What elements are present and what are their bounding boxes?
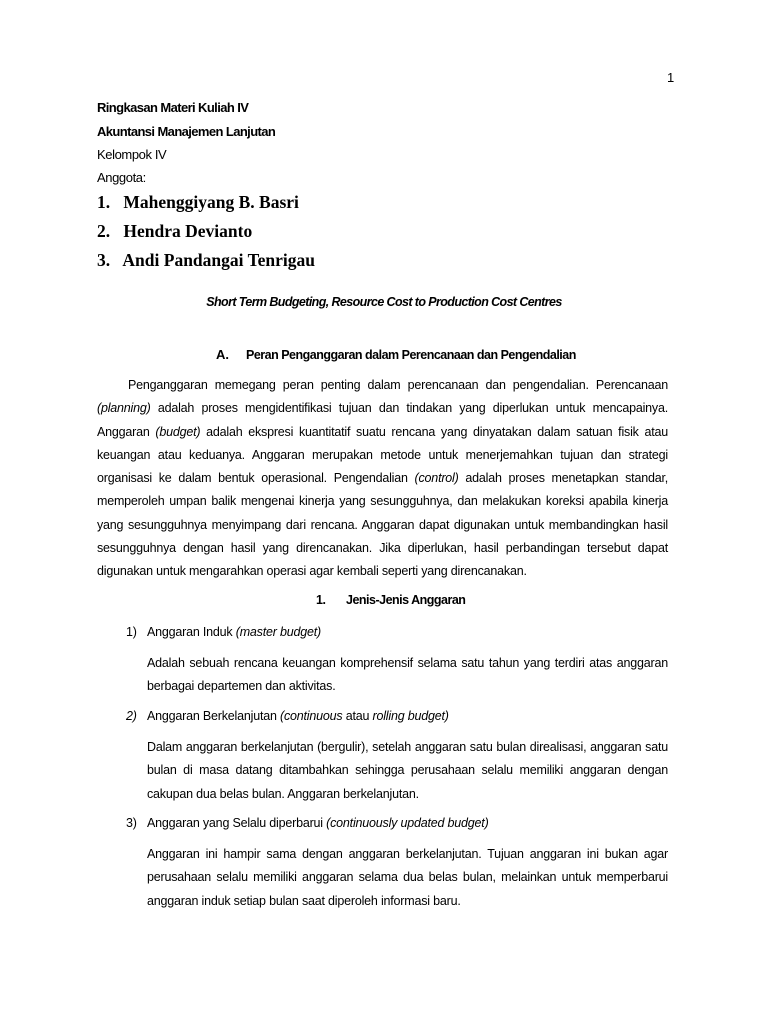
budget-type-description-2: Dalam anggaran berkelanjutan (bergulir), setelah anggaran satu bulan direalisasi, anggaran satu bulan di masa datang ditambahkan sehingga perusahaan selalu memiliki anggaran dengan cakupan dua belas bulan. Anggaran berkelanjutan. bbox=[147, 740, 668, 801]
budget-type-item-2 bbox=[126, 709, 449, 723]
item-number: 2) bbox=[126, 709, 137, 723]
budget-type-description-1: Adalah sebuah rencana keuangan komprehensif selama satu tahun yang terdiri atas anggaran berbagai departemen dan aktivitas. bbox=[147, 656, 668, 694]
section-letter: A. bbox=[216, 347, 229, 362]
budget-type-description-3: Anggaran ini hampir sama dengan anggaran berkelanjutan. Tujuan anggaran ini bukan agar perusahaan selalu memiliki anggaran selama dua belas bulan, melainkan untuk memperbarui anggaran induk setiap bulan saat diperoleh informasi baru. bbox=[147, 847, 668, 908]
item-label: Anggaran yang Selalu diperbarui bbox=[147, 816, 327, 830]
item-number: 1) bbox=[126, 625, 137, 639]
member-name: Andi Pandangai Tenrigau bbox=[122, 250, 315, 270]
item-term: (master budget) bbox=[235, 625, 321, 639]
member-number: 2. bbox=[97, 221, 111, 241]
section-heading-text: Peran Penganggaran dalam Perencanaan dan Pengendalian bbox=[246, 348, 576, 362]
item-term: (continuous bbox=[280, 709, 343, 723]
members-label: Anggota: bbox=[97, 170, 146, 185]
budget-type-item-1 bbox=[126, 625, 321, 639]
member-item bbox=[97, 190, 315, 219]
budget-type-item-3 bbox=[126, 816, 489, 830]
member-number: 3. bbox=[97, 250, 111, 270]
page-number: 1 bbox=[667, 70, 675, 85]
member-number: 1. bbox=[97, 192, 111, 212]
subsection-1-heading bbox=[316, 593, 465, 607]
member-item bbox=[97, 219, 315, 248]
item-number: 3) bbox=[126, 816, 137, 830]
course-summary-title: Ringkasan Materi Kuliah IV bbox=[97, 100, 249, 115]
group-label: Kelompok IV bbox=[97, 147, 167, 162]
course-name: Akuntansi Manajemen Lanjutan bbox=[97, 124, 276, 139]
member-name: Mahenggiyang B. Basri bbox=[123, 192, 299, 212]
item-label: Anggaran Berkelanjutan bbox=[147, 709, 280, 723]
member-name: Hendra Devianto bbox=[123, 221, 253, 241]
item-term: (continuously updated budget) bbox=[326, 816, 489, 830]
item-label: Anggaran Induk bbox=[147, 625, 236, 639]
subsection-number: 1. bbox=[316, 593, 326, 607]
section-a-paragraph: Penganggaran memegang peran penting dalam perencanaan dan pengendalian. Perencanaan (planning) adalah proses mengidentifikasi tujuan dan tindakan yang diperlukan untuk mencapainya. Anggaran (budget) adalah ekspresi kuantitatif suatu rencana yang dinyatakan dalam satuan fisik atau keuangan atau keduanya. Anggaran merupakan metode untuk menerjemahkan tujuan dan strategi organisasi ke dalam bentuk operasional. Pengendalian (control) adalah proses menetapkan standar, memperoleh umpan balik mengenai kinerja yang sesungguhnya, dan melakukan koreksi apabila kinerja yang sesungguhnya menyimpang dari rencana. Anggaran dapat digunakan untuk membandingkan hasil sesungguhnya dengan hasil yang direncanakan. Jika diperlukan, hasil perbandingan tersebut dapat digunakan untuk mengarahkan operasi agar kembali seperti yang direncanakan. bbox=[97, 378, 669, 579]
item-connector: atau bbox=[342, 709, 373, 723]
member-list bbox=[97, 190, 315, 277]
member-item bbox=[97, 248, 315, 277]
document-title: Short Term Budgeting, Resource Cost to Production Cost Centres bbox=[206, 295, 562, 309]
subsection-heading-text: Jenis-Jenis Anggaran bbox=[346, 593, 466, 607]
item-term-alt: rolling budget) bbox=[372, 709, 449, 723]
section-a-heading bbox=[216, 347, 576, 362]
